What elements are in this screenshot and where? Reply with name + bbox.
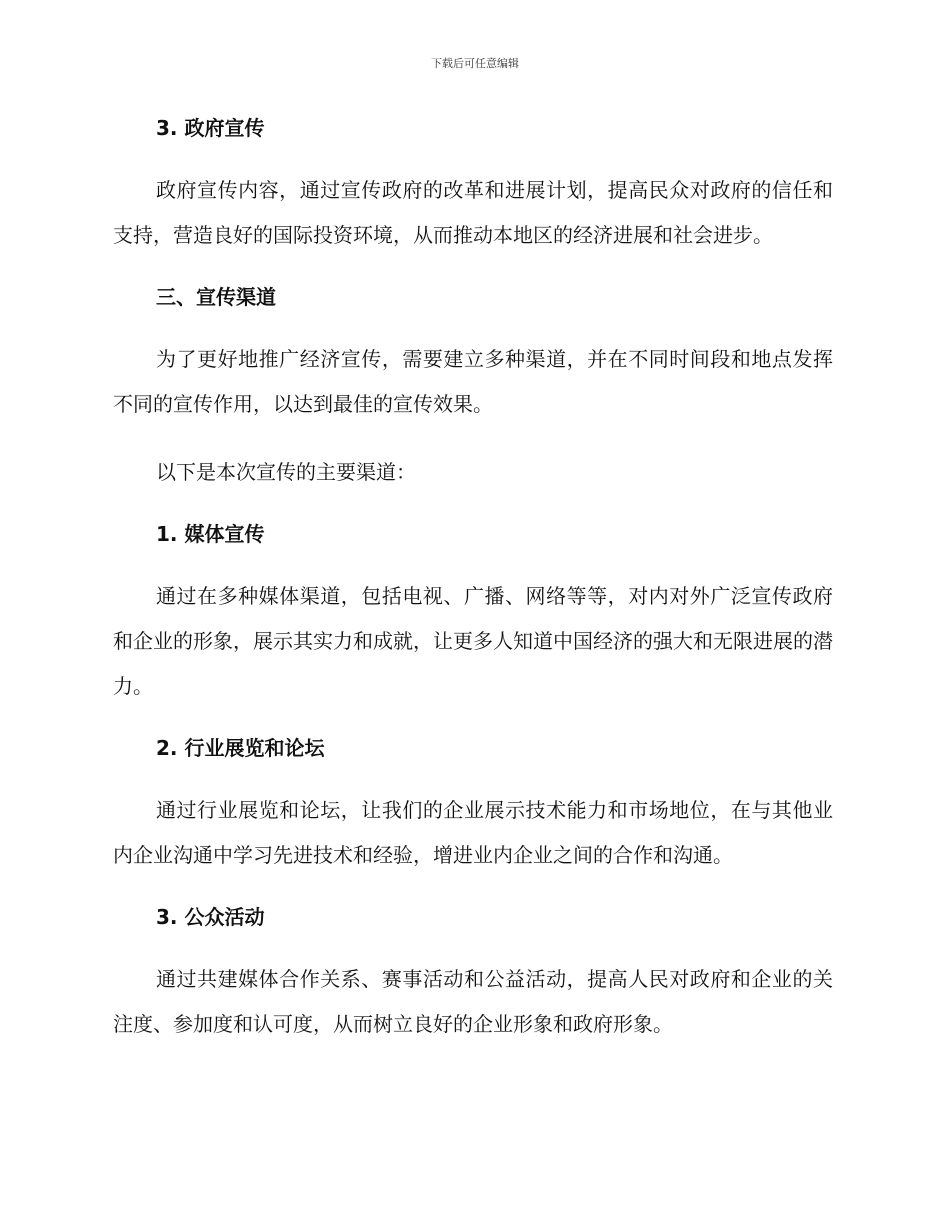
paragraph-channels-intro: 为了更好地推广经济宣传，需要建立多种渠道，并在不同时间段和地点发挥不同的宣传作用，以达到最佳的宣传效果。 — [113, 347, 833, 416]
section-heading-public-activities: 3. 公众活动 — [156, 905, 265, 929]
document-body — [113, 112, 833, 1047]
header-note: 下载后可任意编辑 — [431, 57, 519, 70]
section-heading-government-promotion: 3. 政府宣传 — [156, 116, 265, 140]
section-heading-promotion-channels: 三、宣传渠道 — [156, 285, 276, 309]
paragraph-exhibitions-forums: 通过行业展览和论坛，让我们的企业展示技术能力和市场地位，在与其他业内企业沟通中学习先进技术和经验，增进业内企业之间的合作和沟通。 — [113, 798, 833, 867]
paragraph-media-promotion: 通过在多种媒体渠道，包括电视、广播、网络等等，对内对外广泛宣传政府和企业的形象，展示其实力和成就，让更多人知道中国经济的强大和无限进展的潜力。 — [113, 584, 833, 698]
section-heading-media-promotion: 1. 媒体宣传 — [156, 522, 265, 546]
paragraph-government-promotion: 政府宣传内容，通过宣传政府的改革和进展计划，提高民众对政府的信任和支持，营造良好的国际投资环境，从而推动本地区的经济进展和社会进步。 — [113, 178, 833, 247]
paragraph-public-activities: 通过共建媒体合作关系、赛事活动和公益活动，提高人民对政府和企业的关注度、参加度和认可度，从而树立良好的企业形象和政府形象。 — [113, 967, 833, 1036]
section-heading-exhibitions-forums: 2. 行业展览和论坛 — [156, 736, 325, 760]
paragraph-channels-list-intro: 以下是本次宣传的主要渠道： — [156, 460, 416, 484]
